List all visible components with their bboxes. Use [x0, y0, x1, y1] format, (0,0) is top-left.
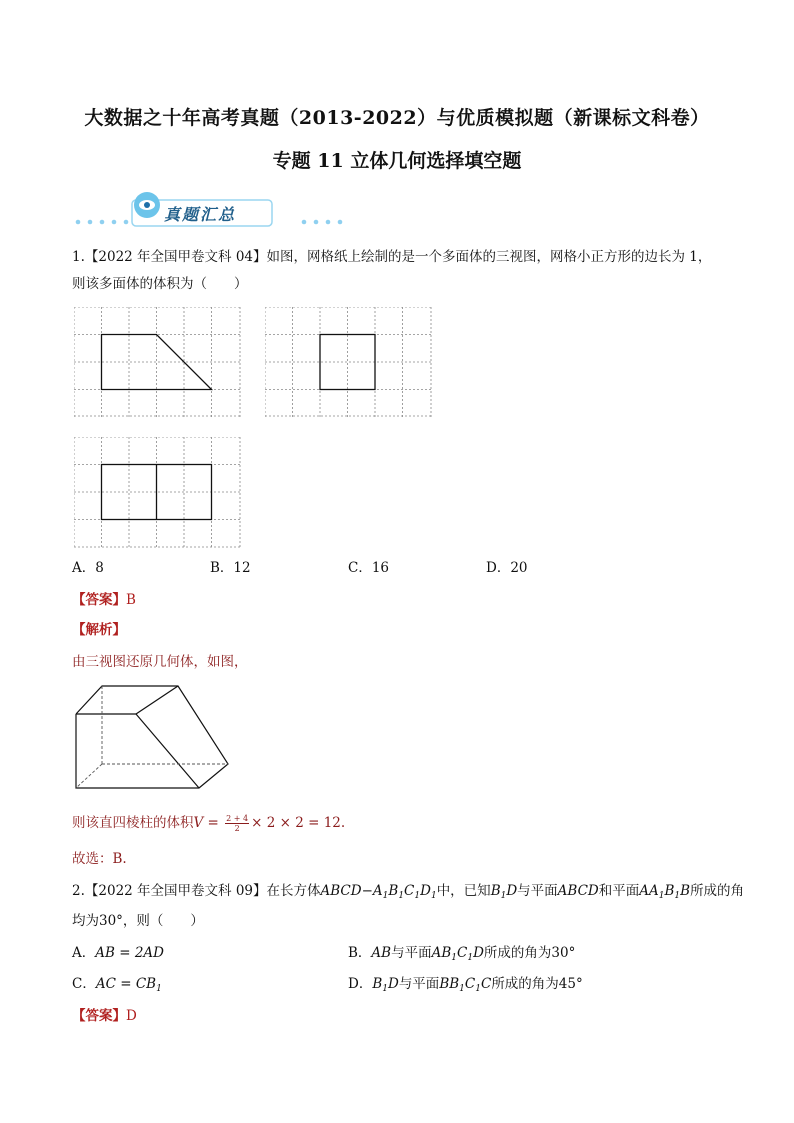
front-view-figure [74, 307, 241, 417]
fraction: $\frac{2 + 4}{2}$ [226, 814, 249, 833]
q1-option-b: B．12 [210, 560, 251, 576]
q2-stem-line2: 均为30°，则（ ） [72, 913, 204, 929]
q1-number: 1. [72, 249, 85, 265]
q2-option-d: D．$B_1D$与平面$BB_1C_1C$所成的角为45° [348, 976, 583, 994]
q1-stem-line1: 如图，网格纸上绘制的是一个多面体的三视图，网格小正方形的边长为 1， [266, 249, 712, 265]
q1-stem-line2: 则该多面体的体积为（ ） [72, 276, 248, 292]
side-view-figure [265, 307, 432, 417]
q1-conclusion: 故选：B. [72, 851, 127, 867]
banner-label: 真题汇总 [164, 205, 237, 224]
q1-analysis-label: 【解析】 [72, 622, 126, 638]
q1-option-a: A．8 [72, 560, 104, 576]
q1-option-c: C．16 [348, 560, 390, 576]
document-title: 大数据之十年高考真题（2013-2022）与优质模拟题（新课标文科卷） [84, 107, 710, 129]
document-subtitle: 专题 11 立体几何选择填空题 [272, 150, 522, 172]
q1-option-d: D．20 [486, 560, 528, 576]
q1-volume-formula: 则该直四棱柱的体积V = $\frac{2 + 4}{2}$ × 2 × 2 = 12. [72, 814, 346, 833]
q1-stem [72, 247, 732, 267]
q1-answer: 【答案】B [72, 592, 136, 608]
q2-answer: 【答案】D [72, 1008, 137, 1024]
prism-solid-figure [74, 684, 230, 792]
eye-icon [134, 192, 160, 218]
q2-stem-line1: 2.【2022 年全国甲卷文科 09】在长方体$ABCD-A_1B_1C_1D_1$中，已知$B_1D$与平面ABCD和平面$AA_1B_1B$所成的角 [72, 883, 745, 901]
q2-option-c: C．AC = $CB_1$ [72, 976, 162, 994]
section-banner [72, 188, 352, 228]
top-view-figure [74, 437, 241, 548]
q2-option-a: A．AB = 2AD [72, 945, 164, 961]
q2-option-b: B．AB与平面$AB_1C_1D$所成的角为30° [348, 945, 576, 963]
q1-analysis-line1: 由三视图还原几何体，如图， [72, 654, 248, 670]
q1-source: 【2022 年全国甲卷文科 04】 [84, 249, 267, 265]
